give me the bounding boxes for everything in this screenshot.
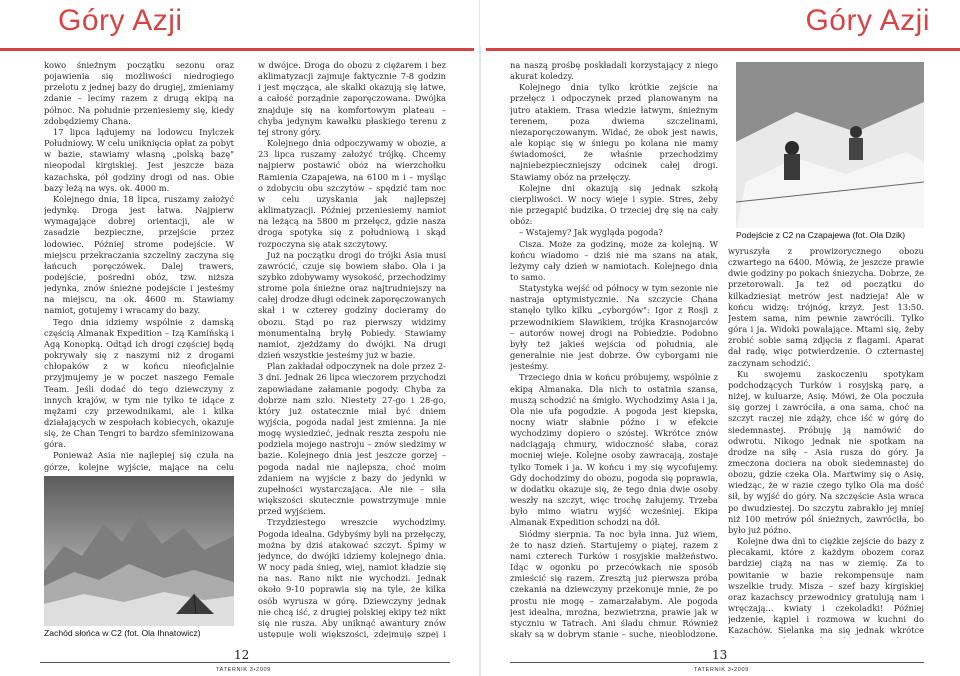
paragraph: Tego dnia idziemy wspólnie z damską częścią Almanak Expedition – Izą Kamińską i Agą Konopką. Odtąd ich drogi częściej będą pokrywały się z naszymi niż z drogami chłopaków z w końcu nieoficjalnie przyjmujemy je w poczet naszego Female Team. Jeśli dodać do tego dziewczyny z innych krajów, w tym nie tylko te idące z mężami czy przewodnikami, ale i kilka działających w zespołach kobiecych, okazuje się, że Chan Tengri to bardzo sfeminizowana góra. <box>44 316 234 450</box>
paragraph: Kolejne dni okazują się jednak szkołą cierpliwości. W nocy wieje i sypie. Stres, żeby nie przegapić budzika. O trzeciej drę się na cały obóz: <box>510 182 718 227</box>
paragraph: Trzeciego dnia w końcu próbujemy, wspólnie z ekipą Almanaka. Dla nich to ostatnia szansa, muszą schodzić na śmigło. Wychodzimy Asia i ja, Ola nie ufa pogodzie. A pogoda jest kiepska, nocny wiatr słabnie późno i w efekcie wychodzimy dopiero o szóstej. Wkrótce znów nadciągają chmury, widoczność słaba, coraz mocniej wieje. Kolejne osoby zawracają, zostaje tylko Tomek i ja. W końcu i my się wycofujemy. Gdy dochodzimy do obozu, pogoda się poprawia, w dodatku okazuje się, że tego dnia dwie osoby weszły na szczyt, więc trochę żałujemy. Trzeba było mimo wiatru wyjść wcześniej. Ekipa Almanak Expedition schodzi na dół. <box>510 372 718 528</box>
left-header-title: Góry Azji <box>58 4 183 37</box>
left-photo-caption: Zachód słońca w C2 (fot. Ola Ihnatowicz) <box>44 628 201 638</box>
paragraph: – Wstajemy? Jak wygląda pogoda? <box>519 227 663 238</box>
page-spine <box>479 0 481 676</box>
paragraph: Ku swojemu zaskoczeniu spotykam podchodzących Turków i rosyjską parę, a niżej, w kuluarze, Asię. Mówi, że Ola poczuła się gorzej i zawróciła, a ona sama, choć na szczyt raczej nie zdąży, chce iść w górę do siedemnastej. Próbuję ją namówić do odwrotu. Nikogo jednak nie spotkam na drodze na siłę – Asia rusza do góry. Ja zmeczona dociera na obok siedemnastej do obozu, gdzie czeka Ola. Martwimy się o Asię, wiedząc, że w razie czego tylko Ola ma dość sił, by wyjść do góry. Na szczęście Asia wraca po dwudziestej. Do szczytu zabrakło jej mniej niż 100 metrów pól śnieżnych, zawróciła, bo było już późno. <box>728 368 924 535</box>
paragraph: Statystyka wejść od północy w tym sezonie nie nastraja optymistycznie. Na szczycie Chana stanęło tylko kilku „cyborgów": Igor z Rosji z przewodnikiem Sławikiem, trójka Krasnojarców – autorów nowej drogi na Pobiedzie. Podobno były też jakieś wejścia od południa, ale generalnie nie jest dobrze. Ów cyborgami nie jesteśmy. <box>510 283 718 372</box>
paragraph: 17 lipca lądujemy na lodowcu Inylczek Południowy. W celu uniknięcia opłat za pobyt w bazie, stawiamy własną „polską bazę" nieopodal kirgiskiej. Jest jeszcze baza kazachska, pół godziny drogi od nas. Obie bazy leżą na wys. ok. 4000 m. <box>44 126 234 193</box>
paragraph: Kolejnego dnia tylko krótkie zejście na przełęcz i odpoczynek przed planowanym na jutro atakiem. Trasa wiedzie łatwym, śnieżnym terenem, poza dwiema szczelinami, niezaporęczowanym. Widać, że obok jest nawis, ale kopiąc się w śniegu po kolana nie mamy świadomości, że właśnie przechodzimy najniebezpieczniejszy odcinek całej drogi. Stawiamy obóz na przełęczy. <box>510 82 718 182</box>
paragraph: Siódmy sierpnia. Ta noc była inna. Już wiem, że to nasz dzień. Startujemy o piątej, razem z nami czterech Turków i rosyjskie małżeństwo. Idąc w ogonku po przecówkach nie sposób zmieścić się razem. Zresztą już pierwsza próba czekania na dziewczyny przekonuje mnie, że po prostu nie mogę – zamarzałabym. Ale pogoda jest idealna, mroźna, bezwietrzna, prawie jak w styczniu w Tatrach. Ani śladu chmur. Również skały są w dobrym stanie – suche, nieoblodzone. <box>510 528 718 638</box>
paragraph: Kolejnego dnia odpoczywamy w obozie, a 23 lipca ruszamy założyć trójkę. Chcemy najpierw postawić obóz na wierzchołku Ramienia Czapajewa, na 6100 m i – myśląc o zdobyciu obu szczytów – spędzić tam noc w celu uzyskania jak najlepszej aklimatyzacji. Później przeniesiemy namiot na leżącą na 5800 m przełęcz, gdzie nasza droga spotyka się z południową i skąd rozpoczyna się atak szczytowy. <box>258 138 446 249</box>
left-column-1 <box>44 60 234 472</box>
right-header-rule <box>486 48 960 51</box>
right-footer-source: TATERNIK 3•2009 <box>694 667 749 673</box>
right-page-number: 13 <box>712 648 728 662</box>
paragraph: Ponieważ Asia nie najlepiej się czuła na górze, kolejne wyjście, mające na celu <box>44 450 234 472</box>
right-column-2 <box>728 246 924 638</box>
right-footer-rule <box>510 662 924 663</box>
paragraph: Kolejnego dnia, 18 lipca, ruszamy założyć jedynkę. Droga jest łatwa. Najpierw wymagające dobrej orientacji, ale w zasadzie bezpieczne, przejście przez lodowiec. Później strome podejście. W miejscu przekraczania szczeliny zaczyna się łańcuch poręczówek. Dalej trawers, podejście, pośredni obóz, tzw. niższa jedynka, znów śnieżne podejście i jesteśmy na miejscu, na ok. 4600 m. Stawiamy namiot, gotujemy i wracamy do bazy. <box>44 193 234 316</box>
paragraph: wyruszyła z prowizorycznego obozu czwartego na 6400. Mówią, że jeszcze prawie dwie godziny po pokach śniezycha. Dobrze, że przetorowali. Ja też od początku do kilkadziesiąt metrów jest nadzieja! Ale w końcu widzę: trójnóg, krzyż. Jest 13:50. Jestem sama, nim pewnie zawrócili. Tylko góra i ja. Widoki powalające. Mtami się, żeby zrobić sobie samą zdjęcia z flagami. Aparat dał radę, więc potwierdzenie. O czternastej zaczynam schodzić. <box>728 246 924 368</box>
left-footer-source: TATERNIK 3•2009 <box>216 667 271 673</box>
right-column-1 <box>510 60 718 638</box>
paragraph: Cisza. Może za godzinę, może za kolejną. W końcu wiadomo – dziś nie ma szans na atak, leżymy cały dzień w namiotach. Kolejnego dnia to samo. <box>510 238 718 282</box>
paragraph: na naszą prośbę poskładali korzystający z niego akurat koledzy. <box>510 60 718 82</box>
paragraph: Plan zakładał odpoczynek na dole przez 2-3 dni. Jednak 26 lipca wieczorem przychodzi zapowiadane załamanie pogody. Chyba za dobrze nam szło. Niestety 27-go i 28-go, który już ostatecznie miał być dniem wyjścia, pogoda nadal jest zmienna. Ja nie mogę wysiedzieć, jednak reszta zespołu nie podziela mojego nastroju – znów siedzimy w bazie. Kolejnego dnia jest jeszcze gorzej – pogoda nadal nie najlepsza, choć moim zdaniem na wyjście z bazy do jedynki w zupełności wystarczająca. Ale nie – siła większości skutecznie powstrzymuje mnie przed wyjściem. <box>258 361 446 517</box>
paragraph: Trzydziestego wreszcie wychodzimy. Pogoda idealna. Gdybyśmy byli na przełęczy, można by dziś atakować szczyt. Śpimy w jedynce, do dwójki idziemy kolejnego dnia. W nocy pada śnieg, wiej, namiot kładzie się na nas. Rano nikt nie wychodzi. Jednak około 9-10 poprawia się na tyle, że kilka osób wyrusza w górę. Dziewczyny jednak nie chcą iść, z drugiej polskiej ekipy też nikt się nie rusza. Aby uniknąć awantury znów ustępuje woli większości, zdejmuję szpej i <box>258 517 446 638</box>
right-header-title: Góry Azji <box>805 4 930 37</box>
paragraph: Kolejne dwa dni to ciężkie zejście do bazy z plecakami, które z każdym obozem coraz bardziej ciążą na nas w ziemię. Za to powitanie w bazie rekompensuje nam wszelkie trudy. Misza – szef bazy kirgiskiej oraz kazachscy przewodnicy gratulują nam i wręczają... kwiaty i czekoladki! Później jedzenie, kąpiel i rozmowa w kuchni do Kazachów. Sielanka ma się jednak wkrótce <box>728 536 924 636</box>
left-page-number: 12 <box>234 648 250 662</box>
paragraph: kowo śnieżnym początku sezonu oraz pojawienia się możliwości niedrogiego przelotu z jednej bazy do drugiej, zmieniamy zdanie – lecimy razem z drugą ekipą na północ. Na południe przeniesiemy się, kiedy zdobędziemy Chana. <box>44 60 234 126</box>
right-page-header <box>480 0 960 46</box>
paragraph: Już na początku drogi do trójki Asia musi zawrócić, czuje się bowiem słabo. Ola i ja szybko zdobywamy wysokość, przechodzimy strome pola śnieżne oraz najtrudniejszy na całej drodze długi odcinek zaporęczowanych skał i w czterey godziny docieramy do obozu. Stąd po raz pierwszy widzimy monumentalną bryłę Pobiedy. Stawiamy namiot, zjeżdżamy do dwójki. Na drugi dzień wszystkie jesteśmy już w bazie. <box>258 249 446 361</box>
left-header-rule <box>0 48 474 51</box>
ascent-photo <box>736 62 924 228</box>
left-footer-rule <box>40 662 450 663</box>
left-column-2 <box>258 60 446 638</box>
right-photo-caption: Podejście z C2 na Czapajewa (fot. Ola Dzik) <box>736 230 906 240</box>
sunset-photo <box>44 476 234 626</box>
left-page-header <box>0 0 480 46</box>
paragraph: w dwójce. Droga do obozu z ciężarem i bez aklimatyzacji zajmuje faktycznie 7-8 godzin i jest męcząca, ale skalki okazują się łatwe, a całość porządnie zaporęczowana. Dwójka znajduje się na komfortowym plateau – chyba jedynym kawałku płaskiego terenu z tej strony góry. <box>258 60 446 137</box>
